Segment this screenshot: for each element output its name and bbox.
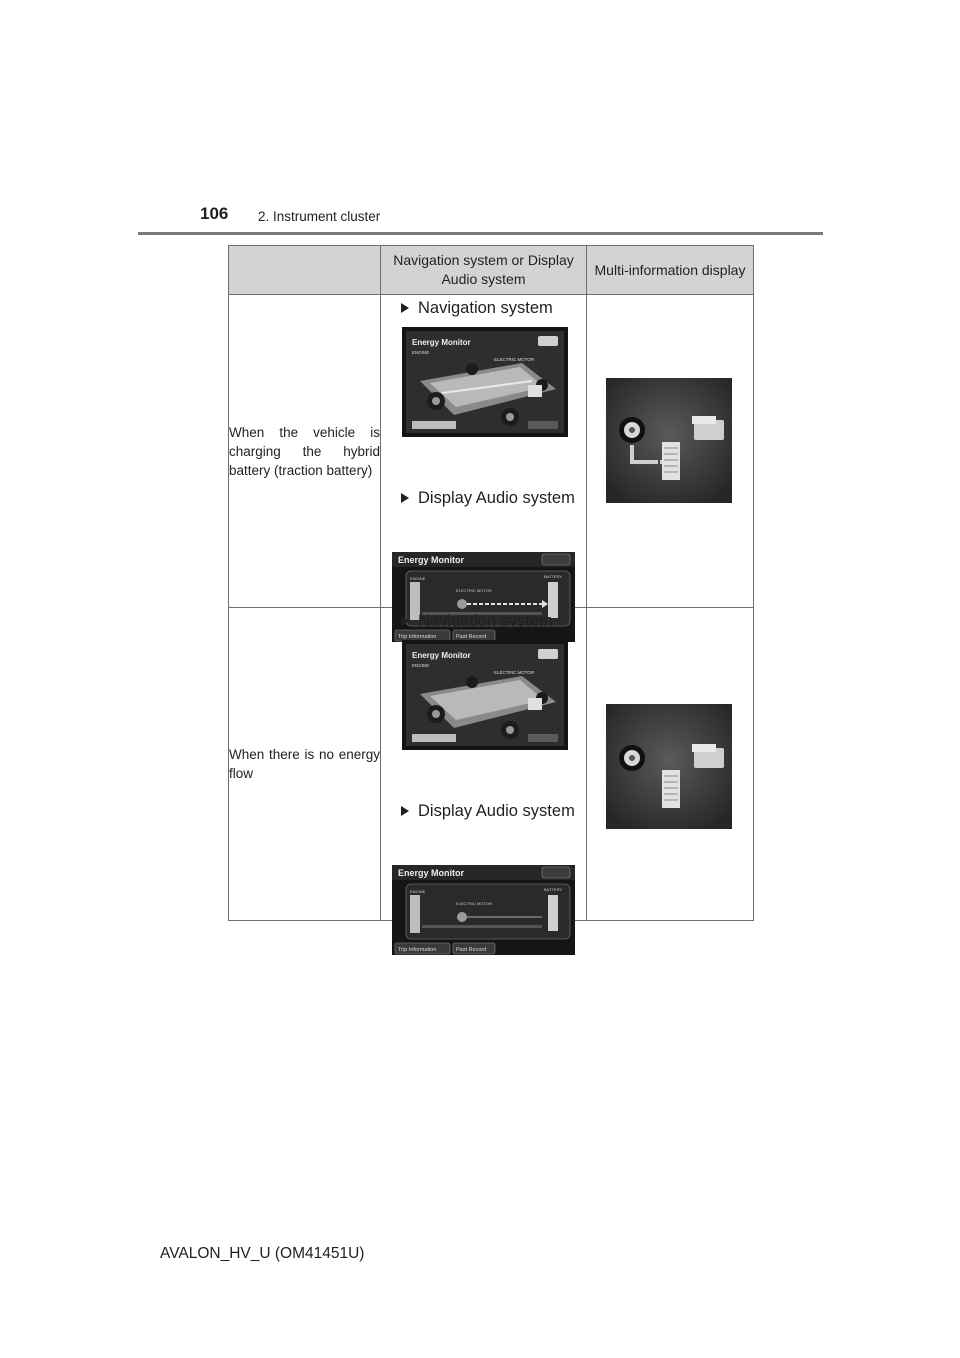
condition-cell xyxy=(229,608,381,921)
past-record-tab-label: Past Record xyxy=(456,634,487,640)
triangle-bullet-icon xyxy=(401,493,409,503)
display-audio-label: Display Audio system xyxy=(401,487,579,509)
engine-icon xyxy=(410,895,420,933)
nav-motor-label: ELECTRIC MOTOR xyxy=(494,357,535,362)
back-icon xyxy=(538,649,558,659)
mfd-no-flow-screen xyxy=(606,704,732,829)
triangle-bullet-icon xyxy=(401,616,409,626)
trip-information-tab-label: Trip Information xyxy=(398,634,437,640)
display-audio-label: Display Audio system xyxy=(401,800,579,822)
audio-motor-label: ELECTRIC MOTOR xyxy=(456,901,492,906)
nav-system-label: Navigation system xyxy=(401,610,579,632)
wheel-icon xyxy=(619,417,645,443)
audio-screen-title: Energy Monitor xyxy=(398,868,465,878)
table-row xyxy=(229,608,754,921)
nav-engine-label: ENGINE xyxy=(412,350,430,355)
table-row xyxy=(229,295,754,608)
nav-motor-label: ELECTRIC MOTOR xyxy=(494,670,535,675)
battery-icon xyxy=(662,770,680,808)
page-number: 106 xyxy=(200,204,229,223)
model-code: AVALON_HV_U (OM41451U) xyxy=(160,1245,365,1262)
trip-information-tab-label: Trip Information xyxy=(398,947,437,953)
screen-cell xyxy=(381,295,587,640)
wheel-icon xyxy=(619,745,645,771)
back-icon xyxy=(538,336,558,346)
battery-icon xyxy=(528,698,542,710)
back-icon xyxy=(542,554,570,565)
motor-icon xyxy=(457,912,467,922)
audio-battery-label: BATTERY xyxy=(544,887,563,892)
mfd-cell xyxy=(587,295,754,608)
header-rule xyxy=(138,232,823,235)
audio-screen-title: Energy Monitor xyxy=(398,555,465,565)
triangle-bullet-icon xyxy=(401,806,409,816)
screen-cell xyxy=(381,608,587,953)
back-icon xyxy=(542,867,570,878)
nav-energy-monitor-screen xyxy=(402,640,568,750)
audio-battery-label: BATTERY xyxy=(544,574,563,579)
column-header-nav-audio: Navigation system or Display Audio system xyxy=(381,246,587,295)
table-header-row xyxy=(229,246,754,295)
nav-energy-monitor-screen xyxy=(402,327,568,437)
audio-engine-label: ENGINE xyxy=(410,576,426,581)
battery-icon xyxy=(662,442,680,480)
triangle-bullet-icon xyxy=(401,303,409,313)
condition-cell xyxy=(229,295,381,608)
battery-icon xyxy=(548,895,558,931)
condition-text: When there is no energy flow xyxy=(229,747,380,781)
battery-icon xyxy=(528,385,542,397)
nav-system-label: Navigation system xyxy=(401,297,579,319)
column-header-condition xyxy=(229,246,381,295)
mfd-cell xyxy=(587,608,754,921)
nav-engine-label: ENGINE xyxy=(412,663,430,668)
audio-motor-label: ELECTRIC MOTOR xyxy=(456,588,492,593)
screen-tab xyxy=(412,734,456,742)
display-audio-energy-monitor-screen xyxy=(392,865,575,955)
past-record-tab-label: Past Record xyxy=(456,947,487,953)
condition-text: When the vehicle is charging the hybrid battery (traction battery) xyxy=(229,424,380,478)
audio-engine-label: ENGINE xyxy=(410,889,426,894)
screen-tab xyxy=(412,421,456,429)
section-title: 2. Instrument cluster xyxy=(258,209,381,224)
nav-screen-title: Energy Monitor xyxy=(412,651,471,660)
mfd-charging-screen xyxy=(606,378,732,503)
nav-screen-title: Energy Monitor xyxy=(412,338,471,347)
energy-monitor-table xyxy=(228,245,754,953)
column-header-mfd: Multi-information display xyxy=(587,246,754,295)
